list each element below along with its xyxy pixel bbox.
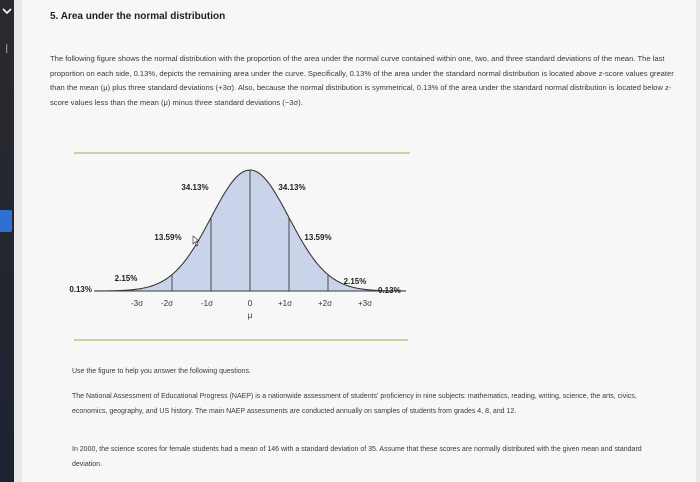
intro-paragraph: The following figure shows the normal distribution with the proportion of the area under the normal curve contained within one, two, and three standard deviations of the mean. The last proportion on each side, 0.13%, depicts the remaining area under the curve. Specifically, 0.13% of the area under the standard normal distribution is located above z-score values greater than the mean (μ) plus three standard deviations (+3σ). Also, because the normal distribution is symmetrical, 0.13% of the area under the standard normal distribution is located below z-score values less than the mean (μ) minus three standard deviations (−3σ). <box>50 54 674 107</box>
rail-tab[interactable] <box>0 210 12 232</box>
naep-paragraph: The National Assessment of Educational Progress (NAEP) is a nationwide assessment of students' proficiency in nine subjects: mathematics, reading, writing, science, the arts, civics, economics, geography, and US history. The main NAEP assessments are conducted annually on samples of students from grades 4, 8, and 12. <box>72 393 637 415</box>
tick-label: +3σ <box>357 299 373 308</box>
region-percent-label: 0.13% <box>378 286 401 295</box>
chevron-down-icon[interactable] <box>1 6 13 16</box>
rail-marker-icon: ❘ <box>3 44 11 54</box>
region-percent-label: 2.15% <box>343 277 367 286</box>
science-scores-paragraph: In 2000, the science scores for female students had a mean of 146 with a standard deviation of 35. Assume that these scores are normally distributed with the given mean and standard deviation. <box>72 446 642 468</box>
tick-label: +2σ <box>317 299 333 308</box>
tick-label: +1σ <box>277 299 293 308</box>
question-title: 5. Area under the normal distribution <box>50 11 226 22</box>
figure-bottom-rule <box>74 339 408 341</box>
region-percent-label: 34.13% <box>181 183 209 192</box>
tick-label: -3σ <box>130 299 144 308</box>
left-rail <box>0 0 14 482</box>
tick-label: 0 <box>247 299 253 308</box>
use-figure-text: Use the figure to help you answer the following questions. <box>72 368 251 375</box>
region-percent-label: 34.13% <box>278 183 306 192</box>
tick-label: -2σ <box>160 299 174 308</box>
mean-label: μ <box>247 311 253 320</box>
region-percent-label: 13.59% <box>154 233 182 242</box>
region-percent-label: 13.59% <box>304 233 332 242</box>
region-percent-label: 2.15% <box>114 274 138 283</box>
tick-label: -1σ <box>200 299 214 308</box>
region-percent-label: 0.13% <box>69 285 92 294</box>
question-panel <box>22 0 696 482</box>
